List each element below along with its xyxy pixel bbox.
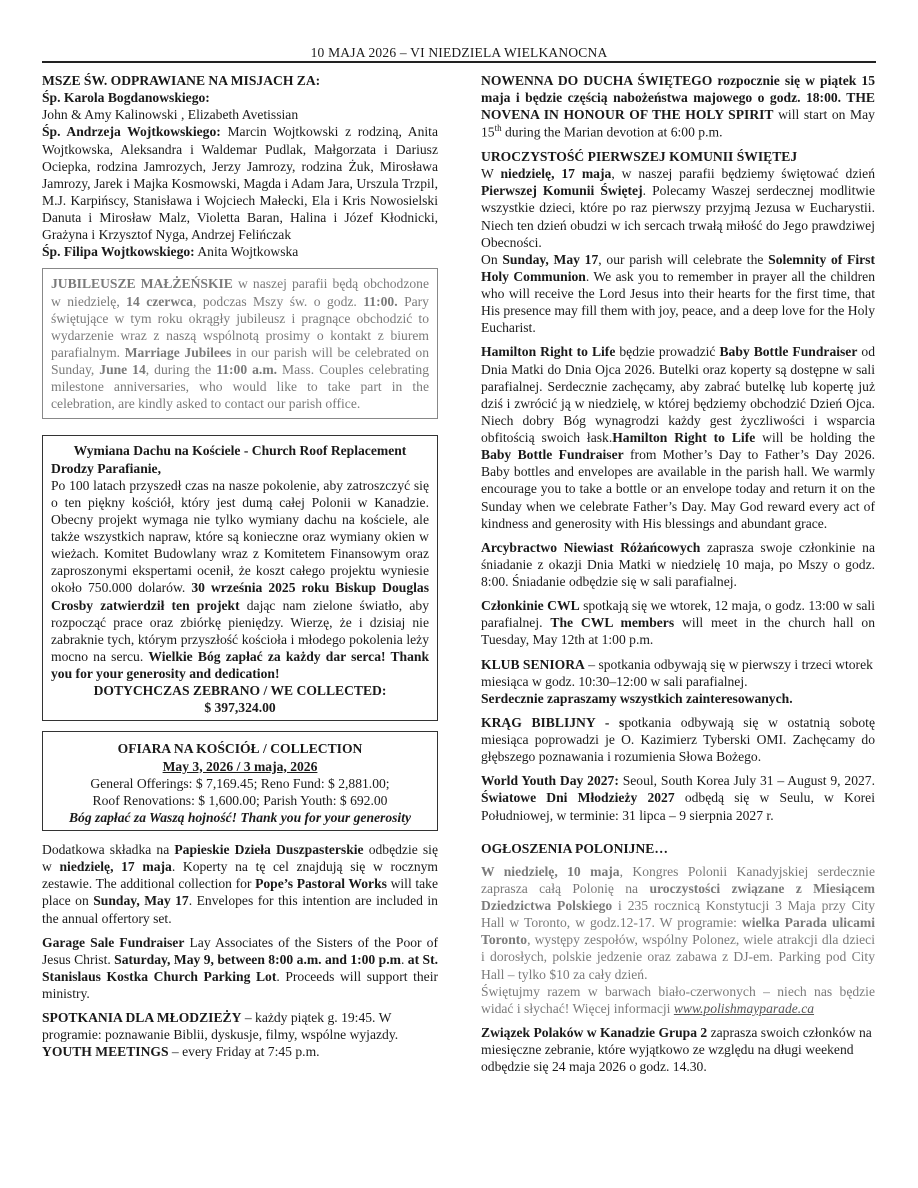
marriage-jubilees-box	[42, 268, 438, 419]
first-communion-english: On Sunday, May 17, our parish will celebrate the Solemnity of First Holy Communion. We ask you to remember in prayer all the children who will receive the Lord Jesus into their hearts for the first time, that His presence may fill them with joy, peace, and a deep love for the Holy Eucharist.	[481, 251, 876, 336]
collected-label: DOTYCHCZAS ZEBRANO / WE COLLECTED:	[93, 683, 387, 699]
polish-may-parade-link[interactable]: www.polishmayparade.ca	[673, 1000, 815, 1016]
rosary-confraternity-notice: Arcybractwo Niewiast Różańcowych zaprasza swoje członkinie na śniadanie z okazji Dnia Matki w niedzielę 10 maja, po Mszy o godz. 8:00. Śniadanie odbędzie się w sali parafialnej.	[481, 539, 875, 590]
intention-entry: Śp. Andrzeja Wojtkowskiego: Marcin Wojtkowski z rodziną, Anita Wojtkowska, Aleksandra i Waldemar Pudlak, Małgorzata i Dariusz Ociepka, rodzina Jamrozych, Jerzy Jamrozy, rodzina Żuk, Mirosława Jamrozy, Jarek i Majka Kosmowski, Magda i Adam Jara, Urszula Trzpil, M.J. Karpińscy, Stanisława i Wojciech Małecki, Ela i Kris Nowosielski Danuta i Mirosław Malz, Violetta Baran, Halina i Józef Kłodnicki, Grażyna i Krzysztof Nyga, Andrzej Felińczak	[42, 124, 438, 243]
seniors-club-text: KLUB SENIORA – spotkania odbywają się w pierwszy i trzeci wtorek miesiąca w godz. 10:30–12:00 w sali parafialnej.	[481, 656, 873, 689]
marriage-jubilees-text: JUBILEUSZE MAŁŻEŃSKIE w naszej parafii będą obchodzone w niedzielę, 14 czerwca, podczas Mszy św. o godz. 11:00. Pary świętujące w tym roku okrągły jubileusz i pragnące obchodzić to wydarzenie wraz z naszą wspólnotą prosimy o kontakt z biurem parafialnym. Marriage Jubilees in our parish will be celebrated on Sunday, June 14, during the 11:00 a.m. Mass. Couples celebrating milestone anniversaries, who would like to take part in the celebration, are kindly asked to contact our parish office.	[51, 276, 430, 412]
first-communion-section	[481, 148, 875, 336]
intention-entry: Śp. Filipa Wojtkowskiego: Anita Wojtkowska	[42, 244, 299, 260]
roof-replacement-box	[42, 435, 438, 721]
first-communion-title: UROCZYSTOŚĆ PIERWSZEJ KOMUNII ŚWIĘTEJ	[481, 149, 798, 165]
roof-replacement-text: Po 100 latach przyszedł czas na nasze pokolenie, aby zatroszczyć się o ten piękny kościół, który jest dumą całej Polonii w Kanadzie. Obecny projekt wymaga nie tylko wymiany dachu na kościele, ale także wszystkich napraw, które są konieczne oraz wymiany okien w wieżach. Komitet Budowlany wraz z Komitetem Finansowym oraz zaproszonymi ekspertami ocenił, że koszt całego projektu wyniesie około 750.000 dolarów. 30 września 2025 roku Biskup Douglas Crosby zatwierdził ten projekt dając nam zielone światło, aby rozpocząć prace oraz zbiórkę pieniędzy. Wierzę, że i dzisiaj nie zabraknie tych, którym przyszłość kościoła i młodego pokolenia leży mocno na sercu. Wielkie Bóg zapłać za każdy dar serca! Thank you for your generosity and dedication!	[51, 477, 429, 681]
mass-intentions-section	[42, 72, 438, 260]
collection-title: OFIARA NA KOŚCIÓŁ / COLLECTION	[117, 741, 363, 757]
collection-line-2: Roof Renovations: $ 1,600.00; Parish Youth: $ 692.00	[92, 792, 388, 808]
mass-intentions-title: MSZE ŚW. ODPRAWIANE NA MISJACH ZA:	[42, 73, 321, 88]
youth-meetings-notice: SPOTKANIA DLA MŁODZIEŻY – każdy piątek g. 19:45. W programie: poznawanie Biblii, dyskusje, filmy, wspólne wyjazdy. YOUTH MEETINGS – every Friday at 7:45 p.m.	[42, 1010, 399, 1060]
polonia-announcements-title: OGŁOSZENIA POLONIJNE…	[481, 840, 668, 856]
polonia-parade-notice	[481, 863, 875, 1017]
roof-replacement-title: Wymiana Dachu na Kościele - Church Roof Replacement	[73, 443, 407, 459]
collection-box	[42, 731, 438, 831]
collection-thanks: Bóg zapłać za Waszą hojność! Thank you for your generosity	[68, 809, 412, 825]
header-rule	[42, 61, 876, 63]
cwl-notice: Członkinie CWL spotkają się we wtorek, 12 maja, o godz. 13:00 w sali parafialnej. The CWL members will meet in the church hall on Tuesday, May 12th at 1:00 p.m.	[481, 598, 875, 648]
polish-association-notice: Związek Polaków w Kanadzie Grupa 2 zaprasza swoich członków na miesięczne zebranie, które wyjątkowo ze względu na długi weekend odbędzie się 24 maja 2026 o godz. 14.30.	[481, 1024, 872, 1075]
roof-greeting: Drodzy Parafianie,	[51, 460, 161, 476]
polonia-parade-text: W niedzielę, 10 maja, Kongres Polonii Kanadyjskiej serdecznie zaprasza całą Polonię na uroczystości związane z Miesiącem Dziedzictwa Polskiego i 235 rocznicą Konstytucji 3 Maja przy City Hall w Toronto, w godz.12-17. W programie: wielka Parada ulicami Toronto, występy zespołów, wspólny Polonez, wiele atrakcji dla dzieci i dorosłych, polskie jedzenie oraz zabawa z DJ-em. Parking pod City Hall – tylko $10 za cały dzień.	[481, 863, 875, 982]
bulletin-date-header: 10 MAJA 2026 – VI NIEDZIELA WIELKANOCNA	[310, 45, 608, 60]
polonia-parade-more: Świętujmy razem w barwach biało-czerwonych – niech nas będzie widać i słychać! Więcej informacji www.polishmayparade.ca	[481, 983, 875, 1016]
collection-date: May 3, 2026 / 3 maja, 2026	[162, 758, 318, 774]
intention-name: Śp. Karola Bogdanowskiego:	[42, 90, 210, 106]
collection-line-1: General Offerings: $ 7,169.45; Reno Fund: $ 2,881.00;	[90, 775, 390, 791]
popes-pastoral-works-notice: Dodatkowa składka na Papieskie Dzieła Duszpasterskie odbędzie się w niedzielę, 17 maja. Koperty na tę cel znajdują się w rocznym zestawie. The additional collection for Pope’s Pastoral Works will take place on Sunday, May 17. Envelopes for this intention are included in the annual offertory set.	[42, 842, 439, 926]
seniors-club-invite: Serdecznie zapraszamy wszystkich zainteresowanych.	[481, 690, 793, 706]
right-column	[481, 72, 875, 1082]
first-communion-polish: W niedzielę, 17 maja, w naszej parafii będziemy świętować dzień Pierwszej Komunii Świętej. Polecamy Waszej serdecznej modlitwie wszystkie dzieci, które po raz pierwszy przyjmą Jezusa w Eucharystii. Niech ten dzień obudzi w ich sercach trwałą miłość do Jego prawdziwej Obecności.	[481, 166, 875, 250]
novena-notice: NOWENNA DO DUCHA ŚWIĘTEGO rozpocznie się w piątek 15 maja i będzie częścią nabożeństwa majowego o godz. 18:00. THE NOVENA IN HONOUR OF THE HOLY SPIRIT will start on May 15th during the Marian devotion at 6:00 p.m.	[481, 73, 875, 140]
bible-circle-notice: KRĄG BIBLIJNY - spotkania odbywają się w ostatnią sobotę miesiąca poprowadzi je O. Kazimierz Tyberski OMI. Zachęcamy do głębszego poznawania i rozumienia Słowa Bożego.	[481, 714, 875, 765]
garage-sale-notice: Garage Sale Fundraiser Lay Associates of the Sisters of the Poor of Jesus Christ. Saturday, May 9, between 8:00 a.m. and 1:00 p.m. at St. Stanislaus Kostka Church Parking Lot. Proceeds will support their ministry.	[42, 934, 438, 1001]
baby-bottle-fundraiser-notice: Hamilton Right to Life będzie prowadzić Baby Bottle Fundraiser od Dnia Matki do Dnia Ojca 2026. Butelki oraz koperty są dostępne w sali parafialnej. Serdecznie zachęcamy, aby zabrać butelkę lub kopertę już dziś i zwrócić ją w niedzielę, w której będziemy obchodzić Dzień Ojca. Niech dobry Bóg wynagrodzi każdy gest życzliwości i wsparcia obfitością swoich łask.Hamilton Right to Life will be holding the Baby Bottle Fundraiser from Mother’s Day to Father’s Day 2026. Baby bottles and envelopes are available in the parish hall. We warmly encourage you to take a bottle or an envelope today and return it on the Sunday when we celebrate Father’s Day. May God reward every act of kindness and generosity with His blessings and abundant grace.	[481, 344, 875, 531]
collected-amount: $ 397,324.00	[204, 700, 276, 716]
world-youth-day-notice: World Youth Day 2027: Seoul, South Korea July 31 – August 9, 2027. Światowe Dni Młodzieży 2027 odbędą się w Seulu, w Korei Południowej, w terminie: 31 lipca – 9 sierpnia 2027 r.	[481, 773, 875, 823]
seniors-club-notice	[481, 656, 875, 707]
left-column	[42, 72, 438, 1068]
intention-offerers: John & Amy Kalinowski , Elizabeth Avetissian	[42, 107, 299, 123]
